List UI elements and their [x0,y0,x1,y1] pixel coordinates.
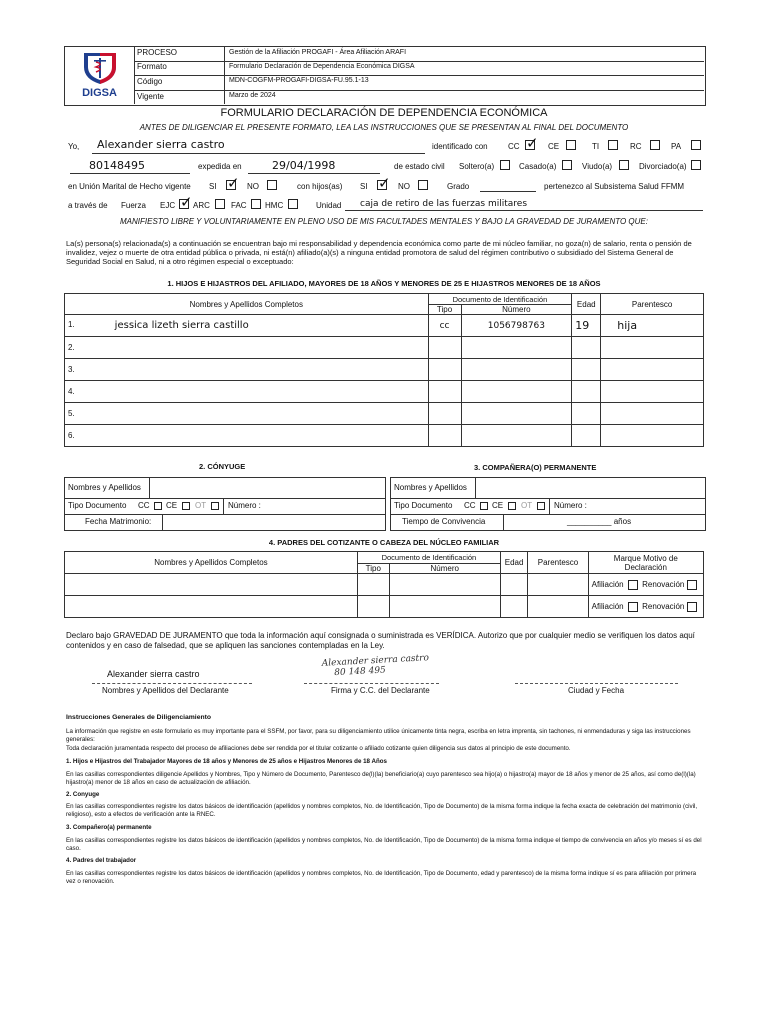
col-header-tipo: Tipo [357,564,389,574]
grado-label: Grado [447,182,470,191]
fuerza-label: Fuerza [121,201,146,210]
companera-cc-checkbox[interactable] [480,502,488,510]
afiliacion-label: Afiliación [591,579,624,589]
ciudad-caption: Ciudad y Fecha [568,686,625,695]
form-title: FORMULARIO DECLARACIÓN DE DEPENDENCIA ECONÓMICA [220,107,548,119]
section4-title: 4. PADRES DEL COTIZANTE O CABEZA DEL NÚCLEO FAMILIAR [268,538,500,547]
parent-tipo-cell[interactable] [357,574,389,596]
intro-paragraph: La(s) persona(s) relacionada(s) a continuación se encuentran bajo mi responsabilidad y dependencia económica como parte de mi núcleo familiar, no goza(n) de salario, renta o pensión de invalidez, vejez o muerte de otra entidad pública o privada, ni está(n) afiliado(a)(s) a ninguna entidad promotora de salud del régimen contributivo o subsidiado del Sistema General de Seguridad Social en Salud, ni a otro régimen especial o exceptuado: [66,239,692,266]
fuerza-intro-label: a través de [68,201,108,210]
signature-handwritten [322,653,430,679]
instructions-h1: 1. Hijos e Hijastros del Trabajador Mayores de 18 años y Menores de 25 años e Hijastros Menores de 18 Años [66,758,387,765]
estado-civil-option: Divorciado(a) [639,162,687,171]
instructions-p1: La información que registre en este formulario es muy importante para el SSFM, por favor, para su diligenciamiento utilice únicamente tinta negra, escriba en letra imprenta, sin tachones, ni enmendaduras y siga las instrucciones generales: [66,728,691,743]
subsistema-label: pertenezco al Subsistema Salud FFMM [544,182,685,191]
child-name-cell[interactable]: 5. [65,403,429,425]
renovacion-checkbox[interactable] [687,580,697,590]
doc-type-label: CE [548,142,560,151]
parent-tipo-cell[interactable] [357,596,389,618]
table-row [65,403,704,425]
table-row [65,596,704,618]
header-row [134,75,704,91]
ot-label: OT [521,501,533,510]
col-header-motivo: Marque Motivo de Declaración [588,552,703,574]
conyuge-numero-label: Número : [228,501,261,510]
manifiesto-text: MANIFIESTO LIBRE Y VOLUNTARIAMENTE EN PLENO USO DE MIS FACULTADES MENTALES Y BAJO LA GRAVEDAD DE JURAMENTO QUE: [120,217,648,226]
declarant-name-field[interactable]: Alexander sierra castro [97,138,225,151]
estado-civil-option: Viudo(a) [582,162,613,171]
union-no-label: NO [247,182,259,191]
instructions-h3: 3. Compañero(a) permanente [66,824,152,831]
parent-name-cell[interactable] [65,596,358,618]
parent-motivo-cell [588,574,703,596]
col-header-parentesco: Parentesco [601,294,704,315]
child-parentesco-cell[interactable] [601,337,704,359]
union-label: en Unión Marital de Hecho vigente [68,182,191,191]
doc-type-rc-checkbox[interactable] [650,140,660,150]
declaration-text: Declaro bajo GRAVEDAD DE JURAMENTO que toda la información aquí consignada o suministrada es VERÍDICA. Autorizo que por cualquier medio se verifiquen los datos aquí contenidos y en caso de falsedad, que se apliquen las sanciones contempladas en la Ley. [66,631,695,650]
child-parentesco-cell[interactable] [601,425,704,447]
child-edad-cell[interactable] [572,337,601,359]
section1-title: 1. HIJOS E HIJASTROS DEL AFILIADO, MAYORES DE 18 AÑOS Y MENORES DE 25 E HIJASTROS MENORES DE 18 AÑOS [167,279,601,288]
fuerza-ejc-checkbox[interactable] [179,199,189,209]
section3-title: 3. COMPAÑERA(O) PERMANENTE [474,463,597,472]
unidad-label: Unidad [316,201,342,210]
conyuge-cc-checkbox[interactable] [154,502,162,510]
child-parentesco-cell[interactable] [601,381,704,403]
child-numero-cell[interactable] [461,403,572,425]
table-row [65,315,704,337]
conyuge-nombres-label: Nombres y Apellidos [68,483,141,492]
doc-type-ti-checkbox[interactable] [608,140,618,150]
header-value: Marzo de 2024 [229,92,276,99]
tiempo-convivencia-label: Tiempo de Convivencia [402,517,486,526]
estado-civil-label: de estado civil [394,162,445,171]
union-si-checkbox[interactable] [226,180,236,190]
companera-ce-checkbox[interactable] [508,502,516,510]
conyuge-block [64,477,386,531]
col-header-numero: Número [461,305,572,315]
instructions-p3: En las casillas correspondientes diligencie Apellidos y Nombres, Tipo y Número de Documento, Parentesco de(l)(la) beneficiario(a) cuyo parentesco sea hijo(a) o hijastro(a) mayor de 18 años y menor de 25 años, así como de(l)(la) hijastro(a) menor de 18 años en caso de actualización de afiliación. [66,771,696,786]
fuerza-option: HMC [265,201,284,210]
instructions-p5: En las casillas correspondientes registre los datos básicos de identificación (apellidos y nombres completos, No. de Identificación, Tipo de Documento) de la misma forma indique el tiempo de convivencia en años y/o meses sí es del caso. [66,837,702,852]
col-header-numero: Número [389,564,500,574]
afiliacion-checkbox[interactable] [628,602,638,612]
child-numero-cell[interactable]: 1056798763 [461,315,572,337]
child-parentesco-cell[interactable] [601,403,704,425]
hijos-no-checkbox[interactable] [418,180,428,190]
estado-civil-option: Soltero(a) [459,162,495,171]
doc-type-pa-checkbox[interactable] [691,140,701,150]
child-tipo-cell[interactable] [428,381,461,403]
child-edad-cell[interactable] [572,359,601,381]
children-table [64,293,704,447]
ot-label: OT [195,501,207,510]
expedida-field[interactable]: 29/04/1998 [272,159,336,172]
header-row [134,61,704,76]
header-row [134,47,704,62]
table-row [65,381,704,403]
signature-line-1: Alexander sierra castro [321,653,430,669]
firma-caption: Firma y C.C. del Declarante [331,686,430,695]
table-row [65,425,704,447]
col-header-doc: Documento de Identificación [357,552,500,564]
afiliacion-checkbox[interactable] [628,580,638,590]
child-name-cell[interactable]: 1. jessica lizeth sierra castillo [65,315,429,337]
parent-name-cell[interactable] [65,574,358,596]
companera-ot-checkbox[interactable] [537,502,545,510]
parent-parentesco-cell[interactable] [528,574,588,596]
conyuge-ot-checkbox[interactable] [211,502,219,510]
anos-label: __________ años [567,517,632,526]
renovacion-checkbox[interactable] [687,602,697,612]
instructions-p4: En las casillas correspondientes registre los datos básicos de identificación (apellidos y nombres completos, No. de Identificación, Tipo de Documento) de la misma forma indique la fecha exacta de celebración del matrimonio (civil, religioso), esto a efectos de verificación ante la RNEC. [66,803,698,818]
child-edad-cell[interactable] [572,381,601,403]
fuerza-option: FAC [231,201,247,210]
parent-parentesco-cell[interactable] [528,596,588,618]
estado-civil-option: Casado(a) [519,162,557,171]
header-value: MDN-COGFM-PROGAFI-DIGSA-FU.95.1-13 [229,77,369,84]
fuerza-option: ARC [193,201,210,210]
col-header-parentesco: Parentesco [528,552,588,574]
soltero-checkbox[interactable] [500,160,510,170]
header-value: Gestión de la Afiliación PROGAFI - Área Afiliación ARAFI [229,49,407,56]
logo-text: DIGSA [82,87,117,99]
child-tipo-cell[interactable] [428,337,461,359]
parent-edad-cell[interactable] [500,596,528,618]
declarant-name-caption: Nombres y Apellidos del Declarante [102,686,229,695]
signature-line-2: 80 148 495 [334,665,387,679]
parent-motivo-cell [588,596,703,618]
header-label: Formato [137,62,167,71]
section2-title: 2. CÓNYUGE [199,462,246,471]
expedida-label: expedida en [198,162,242,171]
child-parentesco-cell[interactable]: hija [601,315,704,337]
table-row [65,359,704,381]
hijos-no-label: NO [398,182,410,191]
fuerza-option: EJC [160,201,176,210]
viudo-checkbox[interactable] [619,160,629,170]
col-header-edad: Edad [500,552,528,574]
ce-label: CE [492,501,504,510]
ce-label: CE [166,501,178,510]
child-edad-cell[interactable] [572,403,601,425]
unidad-field[interactable]: caja de retiro de las fuerzas militares [360,199,528,209]
conyuge-tipo-doc-label: Tipo Documento [68,501,127,510]
col-header-names: Nombres y Apellidos Completos [65,552,358,574]
companera-block [390,477,706,531]
child-parentesco-cell[interactable] [601,359,704,381]
child-numero-cell[interactable] [461,425,572,447]
child-edad-cell[interactable]: 19 [572,315,601,337]
divorciado-checkbox[interactable] [691,160,701,170]
identificado-label: identificado con [432,142,488,151]
doc-type-label: RC [630,142,642,151]
form-subtitle: ANTES DE DILIGENCIAR EL PRESENTE FORMATO, LEA LAS INSTRUCCIONES QUE SE PRESENTAN AL FINAL DEL DOCUMENTO [139,123,629,132]
instructions-p2: Toda declaración juramentada respecto del proceso de afiliaciones debe ser rendida por el titular cotizante o afiliado cotizante quien diligencia sus datos al principio de este documento. [66,745,571,752]
casado-checkbox[interactable] [562,160,572,170]
union-si-label: SI [209,182,217,191]
companera-tipo-doc-label: Tipo Documento [394,501,453,510]
companera-numero-label: Número : [554,501,587,510]
child-edad-cell[interactable] [572,425,601,447]
child-numero-cell[interactable] [461,337,572,359]
col-header-doc: Documento de Identificación [428,294,572,305]
table-row [65,337,704,359]
col-header-tipo: Tipo [428,305,461,315]
header-label: Código [137,77,163,86]
child-tipo-cell[interactable] [428,403,461,425]
doc-type-label: TI [592,142,600,151]
doc-type-ce-checkbox[interactable] [566,140,576,150]
child-name-cell[interactable]: 3. [65,359,429,381]
instructions-p6: En las casillas correspondientes registre los datos básicos de identificación (apellidos y nombres completos, No. de Identificación, Tipo de Documento, edad y parentesco) de la misma forma indique sí es para afiliación por primera vez o renovación. [66,870,697,885]
child-name-cell[interactable]: 2. [65,337,429,359]
fuerza-hmc-checkbox[interactable] [288,199,298,209]
child-tipo-cell[interactable] [428,359,461,381]
doc-number-field[interactable]: 80148495 [89,159,145,172]
header-label: Vigente [137,92,164,101]
instructions-title: Instrucciones Generales de Diligenciamiento [66,714,212,721]
table-row [65,574,704,596]
instructions-h2: 2. Conyuge [66,791,100,798]
parents-table [64,551,704,618]
hijos-label: con hijos(as) [297,182,343,191]
declarant-name-value[interactable]: Alexander sierra castro [107,669,200,679]
hijos-si-checkbox[interactable] [377,180,387,190]
doc-type-label: CC [508,142,520,151]
doc-type-label: PA [671,142,682,151]
companera-nombres-label: Nombres y Apellidos [394,483,467,492]
header-label: PROCESO [137,48,178,57]
parent-edad-cell[interactable] [500,574,528,596]
col-header-names: Nombres y Apellidos Completos [65,294,429,315]
yo-label: Yo, [68,142,80,151]
child-tipo-cell[interactable]: cc [428,315,461,337]
child-name-cell[interactable]: 4. [65,381,429,403]
union-no-checkbox[interactable] [267,180,277,190]
col-header-edad: Edad [572,294,601,315]
doc-type-cc-checkbox[interactable] [525,140,535,150]
fecha-matrimonio-label: Fecha Matrimonio: [85,517,152,526]
cc-label: CC [138,501,150,510]
digsa-shield-icon [80,51,120,85]
child-numero-cell[interactable] [461,359,572,381]
parent-numero-cell[interactable] [389,574,500,596]
child-numero-cell[interactable] [461,381,572,403]
hijos-si-label: SI [360,182,368,191]
afiliacion-label: Afiliación [591,601,624,611]
fuerza-arc-checkbox[interactable] [215,199,225,209]
child-tipo-cell[interactable] [428,425,461,447]
fuerza-fac-checkbox[interactable] [251,199,261,209]
renovacion-label: Renovación [642,601,685,611]
conyuge-ce-checkbox[interactable] [182,502,190,510]
logo [65,47,135,104]
cc-label: CC [464,501,476,510]
header-block [64,46,706,106]
header-value: Formulario Declaración de Dependencia Económica DIGSA [229,63,415,70]
renovacion-label: Renovación [642,579,685,589]
child-name-cell[interactable]: 6. [65,425,429,447]
instructions-h4: 4. Padres del trabajador [66,857,137,864]
parent-numero-cell[interactable] [389,596,500,618]
header-row [134,90,704,104]
